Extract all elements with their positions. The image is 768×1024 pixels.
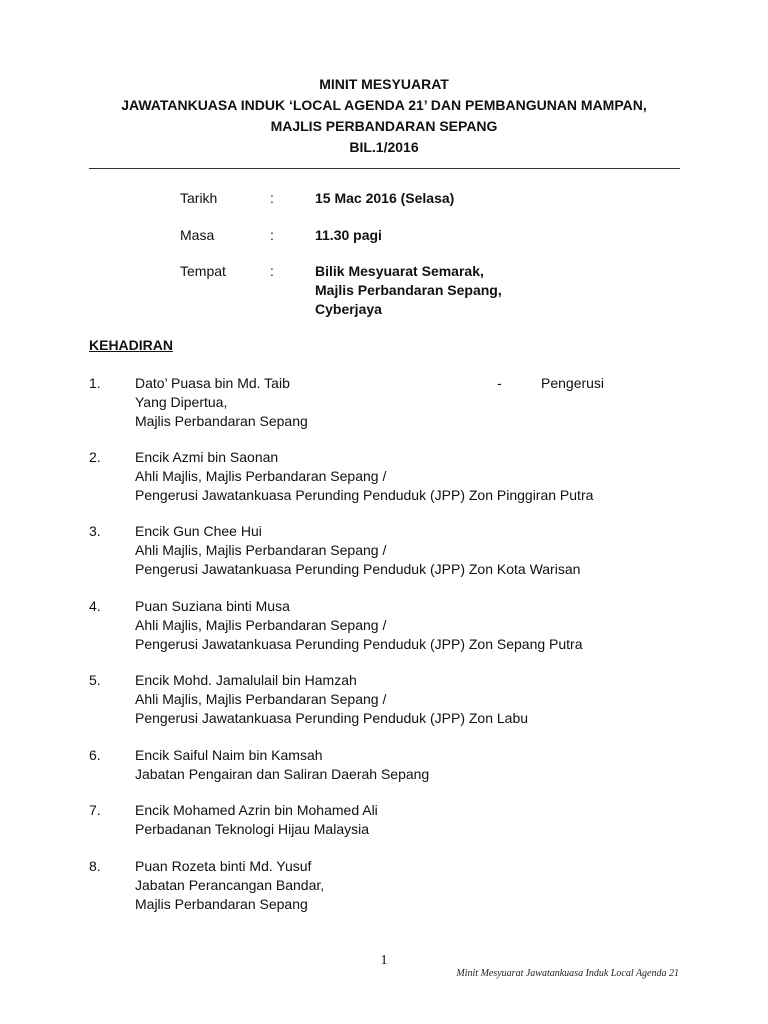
date-colon: : xyxy=(270,190,274,206)
item-line-2: Ahli Majlis, Majlis Perbandaran Sepang / xyxy=(135,617,387,633)
item-dash: - xyxy=(497,375,502,391)
date-value: 15 Mac 2016 (Selasa) xyxy=(315,190,455,206)
document-title xyxy=(0,74,768,158)
item-number: 5. xyxy=(89,672,101,688)
title-line-2: JAWATANKUASA INDUK ‘LOCAL AGENDA 21’ DAN PEMBANGUNAN MAMPAN, xyxy=(121,97,647,113)
item-line-3: Majlis Perbandaran Sepang xyxy=(135,413,308,429)
item-line-3: Pengerusi Jawatankuasa Perunding Penduduk (JPP) Zon Kota Warisan xyxy=(135,561,581,577)
place-colon: : xyxy=(270,263,274,279)
item-name: Encik Azmi bin Saonan xyxy=(135,449,279,465)
footer-note: Minit Mesyuarat Jawatankuasa Induk Local Agenda 21 xyxy=(456,968,679,979)
place-line-1: Bilik Mesyuarat Semarak, xyxy=(315,263,484,279)
item-line-3: Pengerusi Jawatankuasa Perunding Penduduk (JPP) Zon Labu xyxy=(135,710,529,726)
title-line-3: MAJLIS PERBANDARAN SEPANG xyxy=(270,118,498,134)
item-line-2: Perbadanan Teknologi Hijau Malaysia xyxy=(135,821,370,837)
item-number: 7. xyxy=(89,802,101,818)
date-label: Tarikh xyxy=(180,190,218,206)
place-label: Tempat xyxy=(180,263,226,279)
item-name: Encik Mohamed Azrin bin Mohamed Ali xyxy=(135,802,378,818)
item-name: Puan Rozeta binti Md. Yusuf xyxy=(135,858,312,874)
item-name: Encik Saiful Naim bin Kamsah xyxy=(135,747,323,763)
item-line-2: Ahli Majlis, Majlis Perbandaran Sepang / xyxy=(135,542,387,558)
item-number: 2. xyxy=(89,449,101,465)
item-name: Dato’ Puasa bin Md. Taib xyxy=(135,375,290,391)
item-name: Encik Mohd. Jamalulail bin Hamzah xyxy=(135,672,357,688)
title-line-4: BIL.1/2016 xyxy=(349,139,419,155)
item-number: 3. xyxy=(89,523,101,539)
item-name: Puan Suziana binti Musa xyxy=(135,598,290,614)
item-line-2: Ahli Majlis, Majlis Perbandaran Sepang / xyxy=(135,468,387,484)
header-divider xyxy=(89,168,680,169)
item-number: 8. xyxy=(89,858,101,874)
item-role: Pengerusi xyxy=(541,375,605,391)
item-line-2: Jabatan Pengairan dan Saliran Daerah Sepang xyxy=(135,766,430,782)
item-line-3: Pengerusi Jawatankuasa Perunding Penduduk (JPP) Zon Sepang Putra xyxy=(135,636,583,652)
time-label: Masa xyxy=(180,227,215,243)
place-line-3: Cyberjaya xyxy=(315,301,382,317)
item-line-3: Pengerusi Jawatankuasa Perunding Penduduk (JPP) Zon Pinggiran Putra xyxy=(135,487,594,503)
item-number: 1. xyxy=(89,375,101,391)
attendance-heading: KEHADIRAN xyxy=(89,337,173,353)
title-line-1: MINIT MESYUARAT xyxy=(319,76,449,92)
place-line-2: Majlis Perbandaran Sepang, xyxy=(315,282,502,298)
item-line-2: Jabatan Perancangan Bandar, xyxy=(135,877,325,893)
item-number: 4. xyxy=(89,598,101,614)
item-name: Encik Gun Chee Hui xyxy=(135,523,262,539)
item-line-3: Majlis Perbandaran Sepang xyxy=(135,896,308,912)
page-number: 1 xyxy=(380,953,388,968)
time-value: 11.30 pagi xyxy=(315,227,382,243)
item-line-2: Ahli Majlis, Majlis Perbandaran Sepang / xyxy=(135,691,387,707)
time-colon: : xyxy=(270,227,274,243)
item-number: 6. xyxy=(89,747,101,763)
item-line-2: Yang Dipertua, xyxy=(135,394,228,410)
